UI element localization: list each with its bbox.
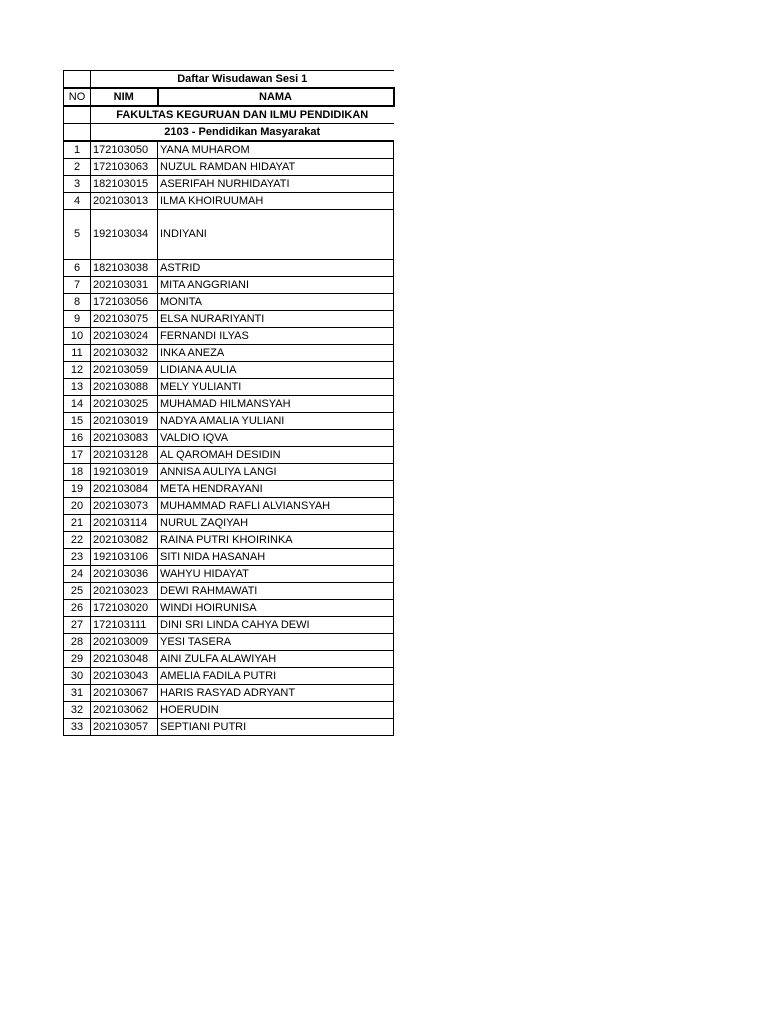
row-no: 4 <box>64 193 91 210</box>
table-row <box>64 413 394 430</box>
row-no: 3 <box>64 176 91 193</box>
row-nim: 192103034 <box>91 210 158 260</box>
row-nim: 202103025 <box>91 396 158 413</box>
row-no: 6 <box>64 260 91 277</box>
row-nama: HOERUDIN <box>158 702 394 719</box>
table-row <box>64 210 394 260</box>
header-nim: NIM <box>91 88 158 106</box>
row-no: 2 <box>64 159 91 176</box>
row-nim: 202103084 <box>91 481 158 498</box>
row-no: 10 <box>64 328 91 345</box>
row-nim: 192103106 <box>91 549 158 566</box>
row-nama: DEWI RAHMAWATI <box>158 583 394 600</box>
row-no: 20 <box>64 498 91 515</box>
row-no: 16 <box>64 430 91 447</box>
row-no: 24 <box>64 566 91 583</box>
row-nama: MELY YULIANTI <box>158 379 394 396</box>
row-no: 30 <box>64 668 91 685</box>
table-row <box>64 634 394 651</box>
row-nim: 202103114 <box>91 515 158 532</box>
row-no: 1 <box>64 141 91 159</box>
header-nama: NAMA <box>158 88 394 106</box>
row-nama: HARIS RASYAD ADRYANT <box>158 685 394 702</box>
row-nama: WAHYU HIDAYAT <box>158 566 394 583</box>
table-row <box>64 481 394 498</box>
row-nim: 202103009 <box>91 634 158 651</box>
row-nama: AMELIA FADILA PUTRI <box>158 668 394 685</box>
table-row <box>64 583 394 600</box>
row-nama: MUHAMAD HILMANSYAH <box>158 396 394 413</box>
row-nim: 202103082 <box>91 532 158 549</box>
header-no: NO <box>64 88 91 106</box>
row-nama: ANNISA AULIYA LANGI <box>158 464 394 481</box>
row-no: 27 <box>64 617 91 634</box>
row-nim: 202103043 <box>91 668 158 685</box>
row-nama: INKA ANEZA <box>158 345 394 362</box>
table-row <box>64 430 394 447</box>
row-nim: 172103063 <box>91 159 158 176</box>
table-row <box>64 141 394 159</box>
row-no: 8 <box>64 294 91 311</box>
table-row <box>64 617 394 634</box>
row-nim: 202103128 <box>91 447 158 464</box>
row-no: 23 <box>64 549 91 566</box>
table-row <box>64 532 394 549</box>
row-nama: MONITA <box>158 294 394 311</box>
row-no: 17 <box>64 447 91 464</box>
row-nama: META HENDRAYANI <box>158 481 394 498</box>
row-no: 7 <box>64 277 91 294</box>
table-row <box>64 345 394 362</box>
table-row <box>64 702 394 719</box>
row-nama: MITA ANGGRIANI <box>158 277 394 294</box>
row-nim: 182103038 <box>91 260 158 277</box>
table-row <box>64 685 394 702</box>
faculty-row <box>64 106 394 124</box>
table-row <box>64 566 394 583</box>
table-row <box>64 328 394 345</box>
faculty-name: FAKULTAS KEGURUAN DAN ILMU PENDIDIKAN <box>91 106 394 124</box>
row-no: 14 <box>64 396 91 413</box>
graduate-table <box>63 70 395 736</box>
row-no: 21 <box>64 515 91 532</box>
row-nama: SEPTIANI PUTRI <box>158 719 394 736</box>
row-nim: 202103032 <box>91 345 158 362</box>
title-row <box>64 71 394 89</box>
sheet-title: Daftar Wisudawan Sesi 1 <box>91 71 394 89</box>
row-nama: VALDIO IQVA <box>158 430 394 447</box>
graduate-list-sheet <box>63 70 395 736</box>
row-nim: 202103019 <box>91 413 158 430</box>
row-no: 13 <box>64 379 91 396</box>
row-nim: 202103024 <box>91 328 158 345</box>
row-nim: 202103067 <box>91 685 158 702</box>
table-row <box>64 719 394 736</box>
row-nim: 202103059 <box>91 362 158 379</box>
row-no: 18 <box>64 464 91 481</box>
faculty-blank-cell <box>64 106 91 124</box>
row-nama: RAINA PUTRI KHOIRINKA <box>158 532 394 549</box>
row-nama: INDIYANI <box>158 210 394 260</box>
row-nim: 202103023 <box>91 583 158 600</box>
row-no: 32 <box>64 702 91 719</box>
row-nim: 172103050 <box>91 141 158 159</box>
row-nim: 202103088 <box>91 379 158 396</box>
table-row <box>64 600 394 617</box>
row-no: 33 <box>64 719 91 736</box>
row-nim: 202103031 <box>91 277 158 294</box>
table-row <box>64 294 394 311</box>
row-nim: 182103015 <box>91 176 158 193</box>
row-nama: NURUL ZAQIYAH <box>158 515 394 532</box>
row-nim: 202103013 <box>91 193 158 210</box>
row-nama: ILMA KHOIRUUMAH <box>158 193 394 210</box>
row-no: 22 <box>64 532 91 549</box>
row-no: 15 <box>64 413 91 430</box>
table-row <box>64 447 394 464</box>
row-nim: 172103056 <box>91 294 158 311</box>
table-row <box>64 260 394 277</box>
table-row <box>64 379 394 396</box>
row-nama: YESI TASERA <box>158 634 394 651</box>
row-nama: DINI SRI LINDA CAHYA DEWI <box>158 617 394 634</box>
table-row <box>64 176 394 193</box>
row-nama: LIDIANA AULIA <box>158 362 394 379</box>
table-row <box>64 193 394 210</box>
row-nama: MUHAMMAD RAFLI ALVIANSYAH <box>158 498 394 515</box>
row-nim: 202103073 <box>91 498 158 515</box>
row-nama: NADYA AMALIA YULIANI <box>158 413 394 430</box>
row-nim: 172103020 <box>91 600 158 617</box>
row-no: 12 <box>64 362 91 379</box>
row-no: 25 <box>64 583 91 600</box>
row-nama: NUZUL RAMDAN HIDAYAT <box>158 159 394 176</box>
row-nama: WINDI HOIRUNISA <box>158 600 394 617</box>
row-nim: 202103036 <box>91 566 158 583</box>
row-nim: 172103111 <box>91 617 158 634</box>
row-nama: FERNANDI ILYAS <box>158 328 394 345</box>
table-row <box>64 515 394 532</box>
row-nama: ASTRID <box>158 260 394 277</box>
row-nama: YANA MUHAROM <box>158 141 394 159</box>
column-header-row <box>64 88 394 106</box>
row-no: 28 <box>64 634 91 651</box>
row-nim: 202103048 <box>91 651 158 668</box>
table-row <box>64 311 394 328</box>
row-no: 19 <box>64 481 91 498</box>
row-nim: 202103075 <box>91 311 158 328</box>
row-no: 26 <box>64 600 91 617</box>
table-row <box>64 464 394 481</box>
table-row <box>64 549 394 566</box>
row-nim: 192103019 <box>91 464 158 481</box>
row-nama: ELSA NURARIYANTI <box>158 311 394 328</box>
row-nim: 202103062 <box>91 702 158 719</box>
table-row <box>64 668 394 685</box>
program-row <box>64 124 394 142</box>
table-row <box>64 498 394 515</box>
table-row <box>64 651 394 668</box>
row-nama: SITI NIDA HASANAH <box>158 549 394 566</box>
row-no: 29 <box>64 651 91 668</box>
row-nama: ASERIFAH NURHIDAYATI <box>158 176 394 193</box>
row-no: 5 <box>64 210 91 260</box>
row-nama: AL QAROMAH DESIDIN <box>158 447 394 464</box>
table-row <box>64 396 394 413</box>
program-name: 2103 - Pendidikan Masyarakat <box>91 124 394 142</box>
row-nim: 202103057 <box>91 719 158 736</box>
program-blank-cell <box>64 124 91 142</box>
row-nama: AINI ZULFA ALAWIYAH <box>158 651 394 668</box>
row-no: 31 <box>64 685 91 702</box>
title-blank-cell <box>64 71 91 89</box>
table-row <box>64 277 394 294</box>
table-row <box>64 362 394 379</box>
row-nim: 202103083 <box>91 430 158 447</box>
row-no: 11 <box>64 345 91 362</box>
table-row <box>64 159 394 176</box>
row-no: 9 <box>64 311 91 328</box>
